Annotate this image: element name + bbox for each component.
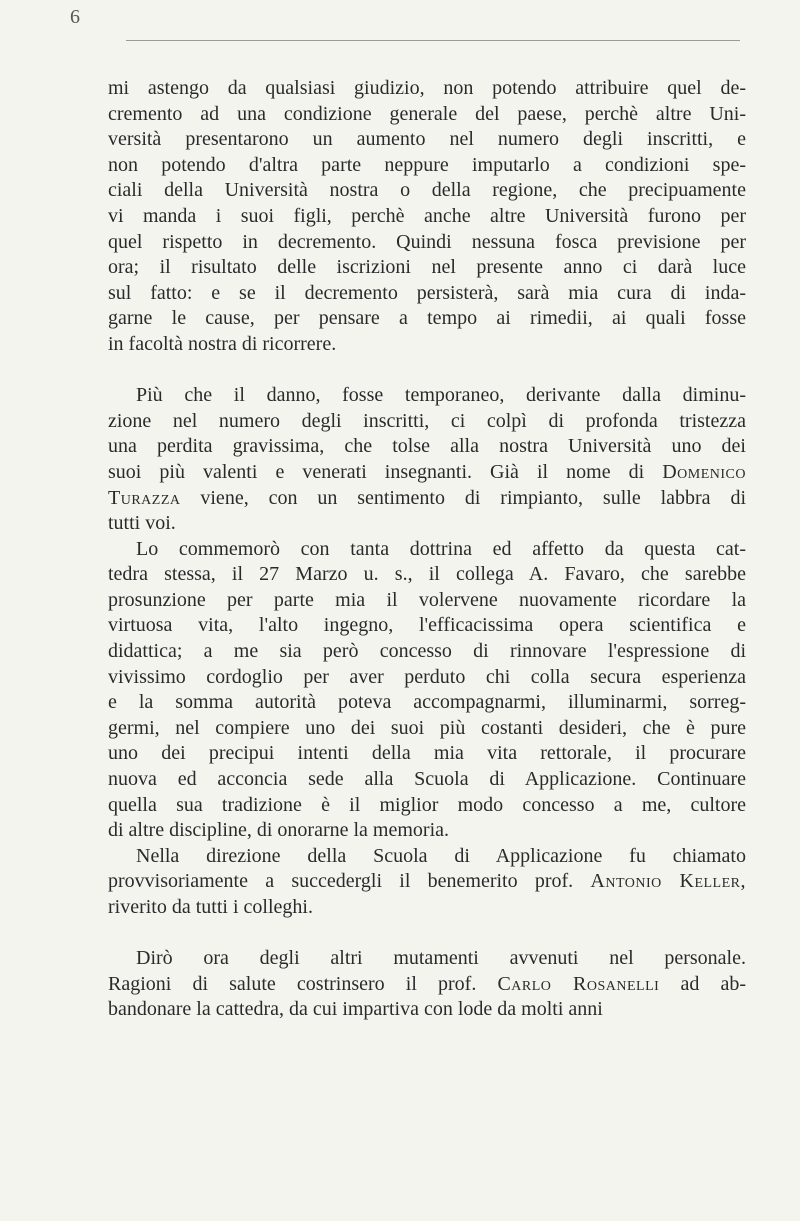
proper-name: Domenico [662,460,746,483]
text-line: Turazza viene, con un sentimento di rimpianto, sulle labbra di [108,486,746,509]
text-line: quel rispetto in decremento. Quindi nessuna fosca previsione per [108,230,746,253]
text-line: quella sua tradizione è il miglior modo concesso a me, cultore [108,793,746,816]
text-line: nuova ed acconcia sede alla Scuola di Applicazione. Continuare [108,768,746,791]
text-line: riverito da tutti i colleghi. [108,896,313,918]
text-line: zione nel numero degli inscritti, ci colpì di profonda tristezza [108,409,746,432]
text-line: di altre discipline, di onorarne la memoria. [108,819,449,842]
text-line: Lo commemorò con tanta dottrina ed affetto da questa cat- [136,537,746,560]
proper-name: Antonio Keller, [590,870,747,893]
text-line: ciali della Università nostra o della regione, che precipuamente [108,179,746,202]
text-line: Nella direzione della Scuola di Applicazione fu chiamato [136,844,746,867]
paragraph [108,946,746,1023]
header-rule [126,40,740,41]
text-line: vi manda i suoi figli, perchè anche altre Università furono per [108,204,746,227]
proper-name: Turazza [108,486,181,509]
text-line: e la somma autorità poteva accompagnarmi, illuminarmi, sorreg- [108,691,746,714]
text-line: provvisoriamente a succedergli il benemerito prof. Antonio Keller, [108,870,747,893]
text-line: virtuosa vita, l'alto ingegno, l'efficacissima opera scientifica e [108,614,746,637]
page-number: 6 [70,6,80,28]
paragraph-gap [108,921,746,947]
text-line: Ragioni di salute costrinsero il prof. Carlo Rosanelli ad ab- [108,972,746,995]
text-line: germi, nel compiere uno dei suoi più costanti desideri, che è pure [108,716,746,739]
paragraph-gap [108,358,746,384]
text-line: tutti voi. [108,512,176,535]
text-line: vivissimo cordoglio per aver perduto chi colla secura esperienza [108,665,746,688]
paragraph [108,844,746,921]
text-line: una perdita gravissima, che tolse alla nostra Università uno dei [108,435,746,458]
text-line: tedra stessa, il 27 Marzo u. s., il collega A. Favaro, che sarebbe [108,563,746,586]
text-line: non potendo d'altra parte neppure imputarlo a condizioni spe- [108,153,746,176]
text-line: garne le cause, per pensare a tempo ai rimedii, ai quali fosse [108,307,746,330]
text-line: versità presentarono un aumento nel numero degli inscritti, e [108,128,746,151]
text-line: sul fatto: e se il decremento persisterà, sarà mia cura di inda- [108,281,746,304]
text-line: cremento ad una condizione generale del paese, perchè altre Uni- [108,102,746,125]
text-line: Dirò ora degli altri mutamenti avvenuti nel personale. [136,947,746,970]
paragraph [108,76,746,358]
text-line: bandonare la cattedra, da cui impartiva con lode da molti anni [108,998,603,1021]
text-line: in facoltà nostra di ricorrere. [108,332,337,355]
text-line: uno dei precipui intenti della mia vita rettorale, il procurare [108,742,746,765]
text-line: prosunzione per parte mia il volervene nuovamente ricordare la [108,588,746,611]
paragraph [108,383,746,537]
proper-name: Carlo Rosanelli [497,972,660,995]
paragraph [108,537,746,844]
body-text [108,76,746,1023]
text-line: suoi più valenti e venerati insegnanti. Già il nome di Domenico [108,460,746,483]
text-line: ora; il risultato delle iscrizioni nel presente anno ci darà luce [108,256,746,279]
text-line: Più che il danno, fosse temporaneo, derivante dalla diminu- [136,384,746,407]
text-line: didattica; a me sia però concesso di rinnovare l'espressione di [108,640,746,663]
text-line: mi astengo da qualsiasi giudizio, non potendo attribuire quel de- [108,77,746,99]
